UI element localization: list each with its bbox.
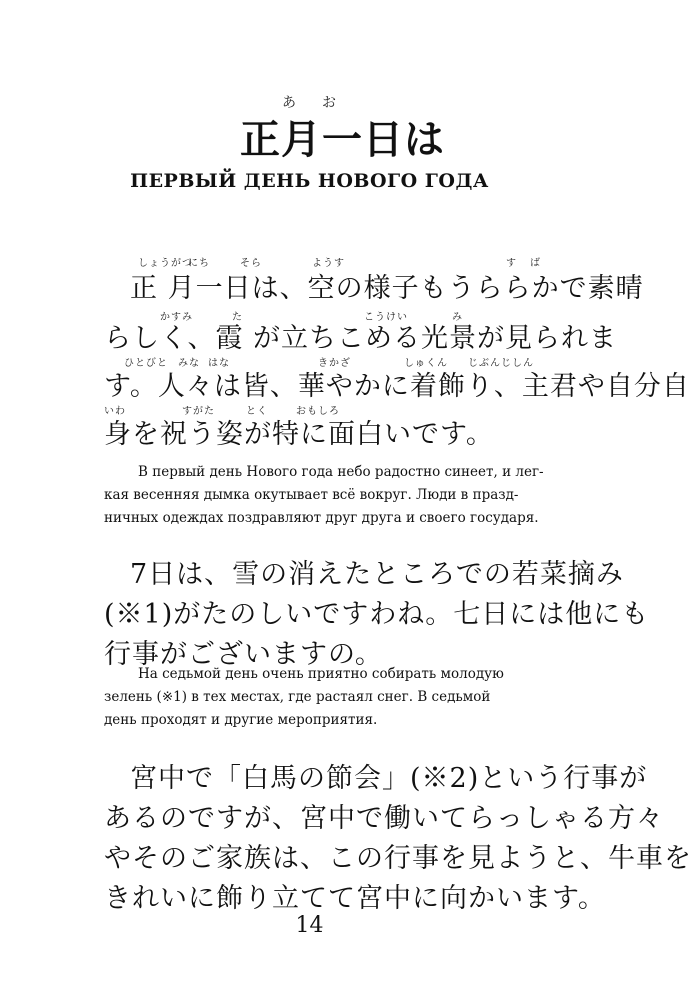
furigana: た [232, 312, 243, 323]
furigana: きかざ [318, 358, 351, 369]
page-title: 正月一日は [240, 116, 445, 163]
furigana: いわ [104, 406, 126, 417]
furigana: そら [240, 258, 262, 269]
furigana: すがた [182, 406, 215, 417]
furigana: ひとびと [124, 358, 168, 369]
russian-translation-line: В первый день Нового года небо радостно синеет, и лег- [138, 464, 544, 480]
russian-translation-line: кая весенняя дымка окутывает всё вокруг. Люди в празд- [104, 487, 519, 503]
japanese-text-line: らしく、霞 が立ちこめる光景が見られま [104, 323, 618, 354]
furigana: しゅくん [404, 358, 448, 369]
furigana: はな [208, 358, 230, 369]
russian-translation-line: ничных одеждах поздравляют друг друга и своего государя. [104, 510, 539, 526]
furigana: ば [530, 258, 541, 269]
title-furigana: あ [282, 95, 297, 111]
page-number: 14 [295, 913, 324, 938]
title-furigana: お [322, 95, 337, 111]
japanese-text-line: 行事がございますの。 [104, 639, 383, 670]
japanese-text-line: 7日は、雪の消えたところでの若菜摘み [130, 559, 624, 590]
furigana: にち [188, 258, 210, 269]
furigana: みな [178, 358, 200, 369]
furigana: す [506, 258, 517, 269]
furigana: ようす [312, 258, 345, 269]
furigana: おもしろ [296, 406, 340, 417]
japanese-text-line: あるのですが、宮中で働いてらっしゃる方々 [104, 803, 664, 834]
furigana: こうけい [364, 312, 408, 323]
furigana: とく [246, 406, 268, 417]
japanese-text-line: 正 月一日は、空の様子もうららかで素晴 [130, 273, 644, 304]
russian-translation-line: день проходят и другие мероприятия. [104, 712, 378, 728]
furigana: み [452, 312, 463, 323]
furigana: かすみ [160, 312, 193, 323]
japanese-text-line: (※1)がたのしいですわね。七日には他にも [104, 599, 650, 630]
russian-translation-line: зелень (※1) в тех местах, где растаял снег. В седьмой [104, 689, 491, 705]
page-subtitle: ПЕРВЫЙ ДЕНЬ НОВОГО ГОДА [130, 170, 489, 192]
japanese-text-line: す。人々は皆、華やかに着飾り、主君や自分自 [104, 371, 690, 402]
japanese-text-line: 宮中で「白馬の節会」(※2)という行事が [130, 763, 648, 794]
furigana: じぶんじしん [468, 358, 534, 369]
japanese-text-line: 身を祝う姿が特に面白いです。 [104, 419, 494, 450]
furigana: しょうがつ [138, 258, 193, 269]
japanese-text-line: きれいに飾り立てて宮中に向かいます。 [104, 883, 606, 914]
russian-translation-line: На седьмой день очень приятно собирать молодую [138, 666, 504, 682]
japanese-text-line: やそのご家族は、この行事を見ようと、牛車を [104, 843, 692, 874]
